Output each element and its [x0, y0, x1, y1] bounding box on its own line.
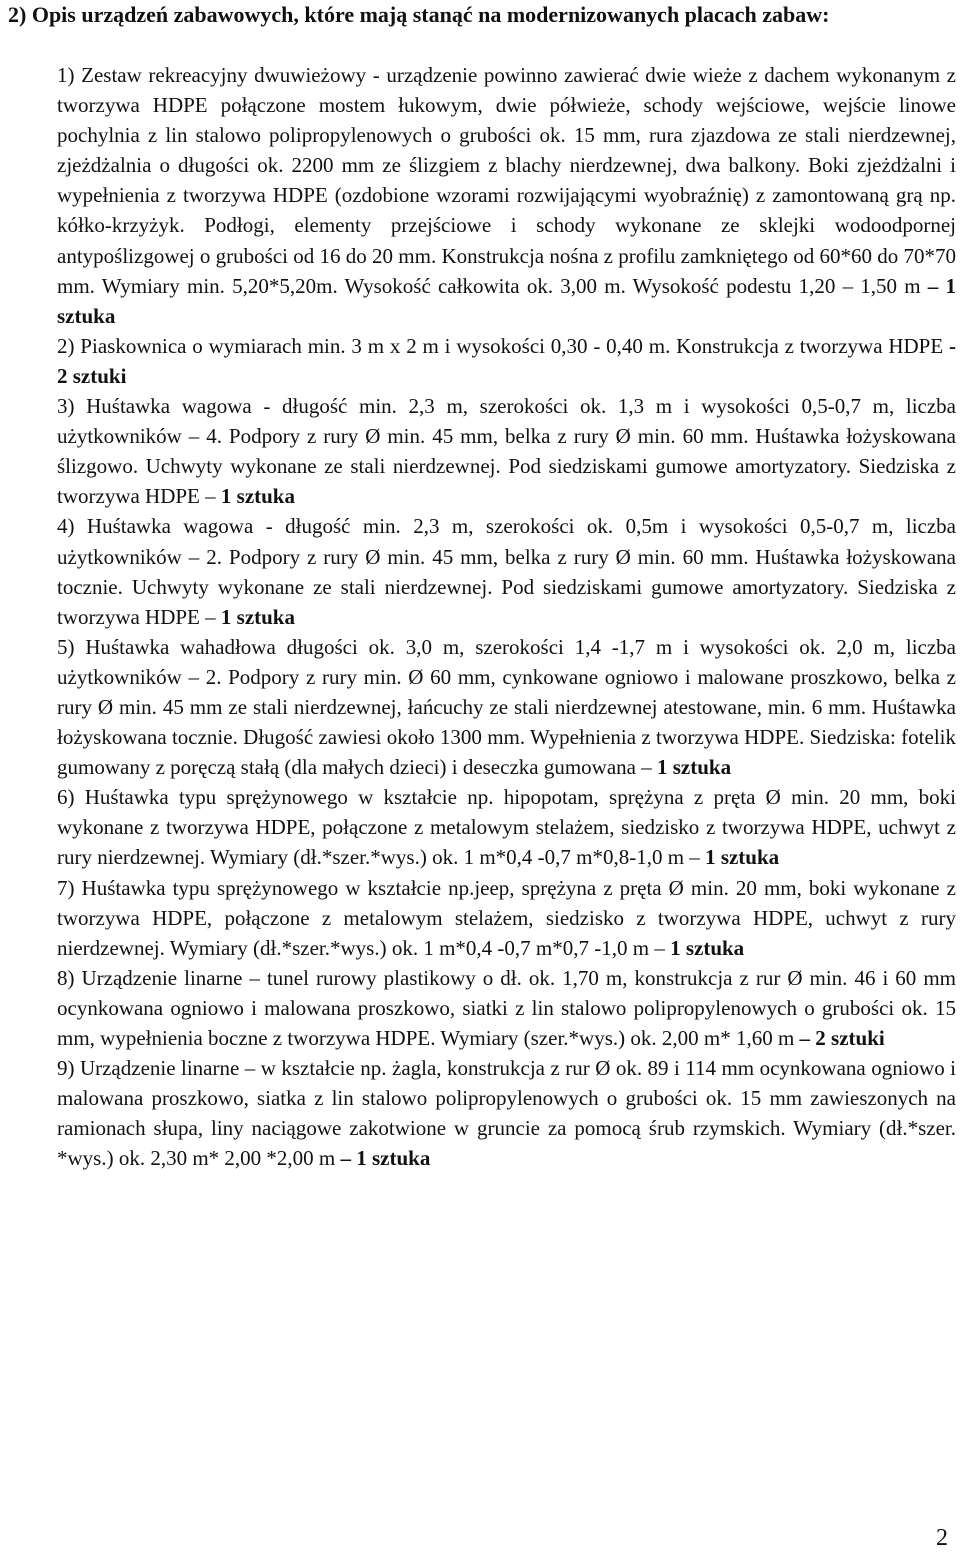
list-item [57, 963, 956, 1053]
item-text: 8) Urządzenie linarne – tunel rurowy plastikowy o dł. ok. 1,70 m, konstrukcja z rur Ø min. 46 i 60 mm ocynkowana ogniowo i malowana proszkowo, siatki z lin stalowo polipropylenowych o grubości ok. 15 mm, wypełnienia boczne z tworzywa HDPE. Wymiary (szer.*wys.) ok. 2,00 m* 1,60 m [57, 965, 956, 1050]
item-text: 5) Huśtawka wahadłowa długości ok. 3,0 m, szerokości 1,4 -1,7 m i wysokości ok. 2,0 m, liczba użytkowników – 2. Podpory z rury min. Ø 60 mm, cynkowane ogniowo i malowane proszkowo, belka z rury Ø min. 45 mm ze stali nierdzewnej, łańcuchy ze stali nierdzewnej atestowane, min. 6 mm. Huśtawka łożyskowana tocznie. Długość zawiesi około 1300 mm. Wypełnienia z tworzywa HDPE. Siedziska: fotelik gumowany z poręczą stałą (dla małych dzieci) i deseczka gumowana – [57, 634, 956, 780]
item-quantity: 1 sztuka [705, 845, 780, 870]
item-text: 1) Zestaw rekreacyjny dwuwieżowy - urządzenie powinno zawierać dwie wieże z dachem wykonanym z tworzywa HDPE połączone mostem łukowym, dwie półwieże, schody wejściowe, wejście linowe pochylnia z lin stalowo polipropylenowych o grubości ok. 15 mm, rura zjazdowa ze stali nierdzewnej, zjeżdżalnia o długości ok. 2200 mm ze ślizgiem z blachy nierdzewnej, dwa balkony. Boki zjeżdżalni i wypełnienia z tworzywa HDPE (ozdobione wzorami rozwijającymi wyobraźnię) z zamontowaną grą np. kółko-krzyżyk. Podłogi, elementy przejściowe i schody wykonane ze sklejki wodoodpornej antypoślizgowej o grubości od 16 do 20 mm. Konstrukcja nośna z profilu zamkniętego od 60*60 do 70*70 mm. Wymiary min. 5,20*5,20m. Wysokość całkowita ok. 3,00 m. Wysokość podestu 1,20 – 1,50 m [57, 63, 956, 298]
list-item [57, 60, 956, 331]
item-quantity: - 2 sztuki [57, 333, 956, 388]
item-quantity: – 1 sztuka [340, 1146, 431, 1171]
page-number: 2 [936, 1525, 948, 1551]
list-item [57, 511, 956, 631]
list-item [57, 873, 956, 963]
item-text: 7) Huśtawka typu sprężynowego w kształcie np.jeep, sprężyna z pręta Ø min. 20 mm, boki wykonane z tworzywa HDPE, połączone z metalowym stelażem, siedzisko z tworzywa HDPE, uchwyt z rury nierdzewnej. Wymiary (dł.*szer.*wys.) ok. 1 m*0,4 -0,7 m*0,7 -1,0 m – [57, 875, 956, 960]
list-item [57, 391, 956, 511]
list-item [57, 782, 956, 872]
item-quantity: – 2 sztuki [799, 1026, 885, 1050]
list-item [57, 331, 956, 391]
item-text: 6) Huśtawka typu sprężynowego w kształcie np. hipopotam, sprężyna z pręta Ø min. 20 mm, boki wykonane z tworzywa HDPE, połączone z metalowym stelażem, siedzisko z tworzywa HDPE, uchwyt z rury nierdzewnej. Wymiary (dł.*szer.*wys.) ok. 1 m*0,4 -0,7 m*0,8-1,0 m – [57, 785, 956, 870]
item-quantity: 1 sztuka [670, 935, 745, 960]
item-quantity: 1 sztuka [220, 604, 295, 629]
section-heading: 2) Opis urządzeń zabawowych, które mają stanąć na modernizowanych placach zabaw: [8, 2, 830, 27]
item-text: 4) Huśtawka wagowa - długość min. 2,3 m, szerokości ok. 0,5m i wysokości 0,5-0,7 m, liczba użytkowników – 2. Podpory z rury Ø min. 45 mm, belka z rury Ø min. 60 mm. Huśtawka łożyskowana tocznie. Uchwyty wykonane ze stali nierdzewnej. Pod siedziskami gumowe amortyzatory. Siedziska z tworzywa HDPE – [57, 514, 956, 629]
item-quantity: 1 sztuka [657, 755, 732, 780]
list-item [57, 632, 956, 782]
item-quantity: – 1 sztuka [57, 273, 957, 328]
item-quantity: 1 sztuka [220, 484, 295, 509]
equipment-list [57, 60, 956, 1173]
item-text: 2) Piaskownica o wymiarach min. 3 m x 2 m i wysokości 0,30 - 0,40 m. Konstrukcja z tworzywa HDPE [57, 333, 949, 358]
item-text: 9) Urządzenie linarne – w kształcie np. żagla, konstrukcja z rur Ø ok. 89 i 114 mm ocynkowana ogniowo i malowana proszkowo, siatka z lin stalowo polipropylenowych o grubości ok. 15 mm zawieszonych na ramionach słupa, liny naciągowe zakotwione w gruncie za pomocą śrub rzymskich. Wymiary (dł.*szer. *wys.) ok. 2,30 m* 2,00 *2,00 m [57, 1056, 956, 1171]
item-text: 3) Huśtawka wagowa - długość min. 2,3 m, szerokości ok. 1,3 m i wysokości 0,5-0,7 m, liczba użytkowników – 4. Podpory z rury Ø min. 45 mm, belka z rury Ø min. 60 mm. Huśtawka łożyskowana ślizgowo. Uchwyty wykonane ze stali nierdzewnej. Pod siedziskami gumowe amortyzatory. Siedziska z tworzywa HDPE – [57, 394, 956, 509]
list-item [57, 1053, 956, 1173]
